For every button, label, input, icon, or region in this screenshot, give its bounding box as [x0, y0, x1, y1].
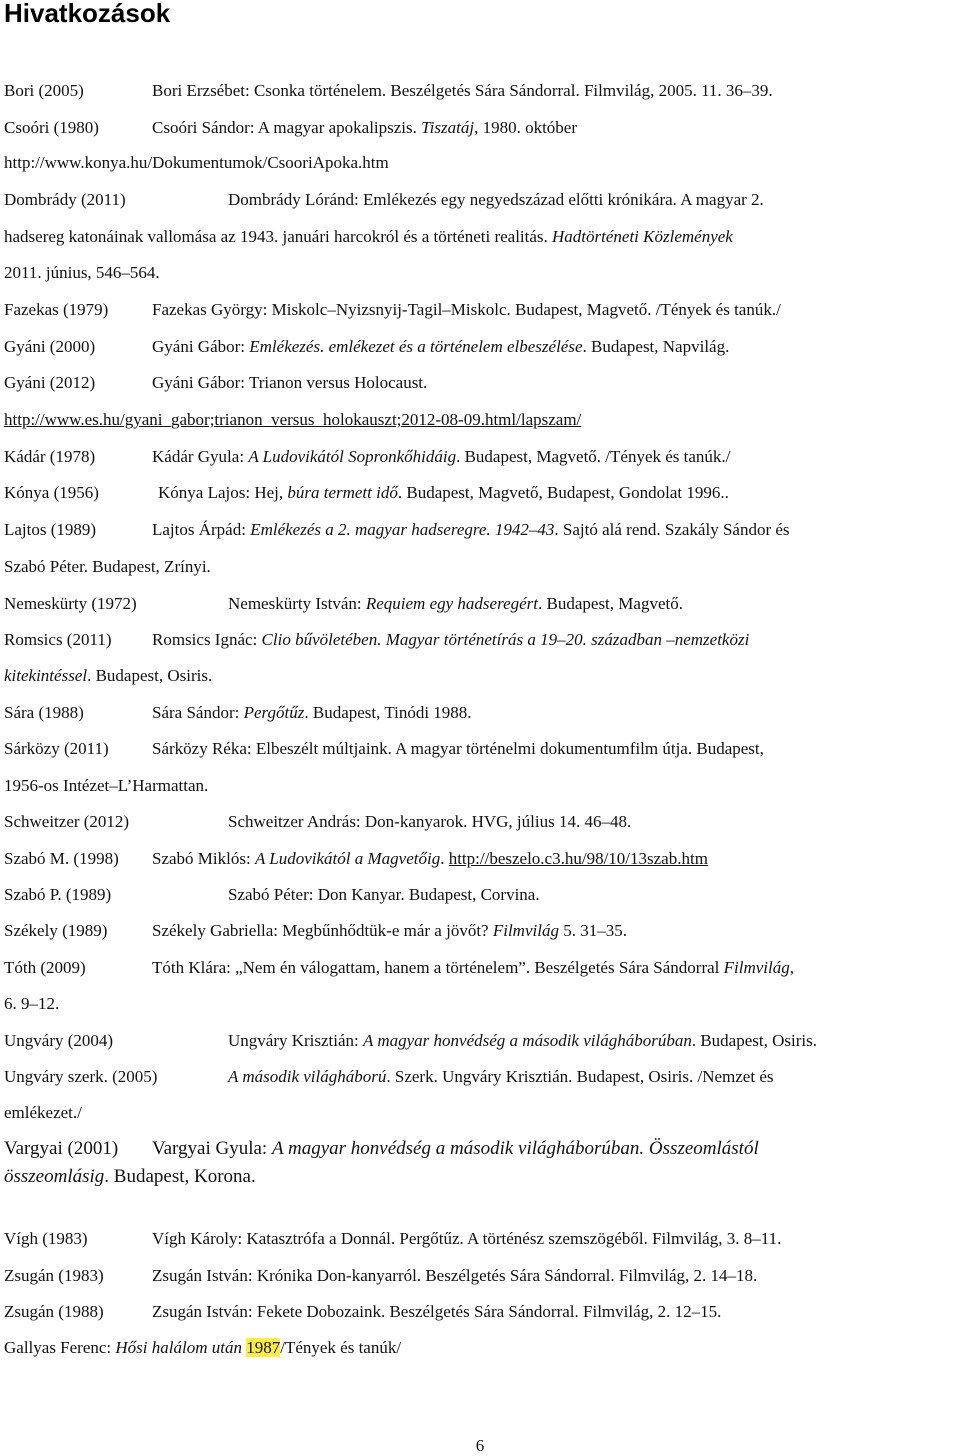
reference-lajtos-line2 — [4, 557, 211, 577]
page-number: 6 — [475, 1436, 485, 1455]
reference-key: Kónya (1956) — [4, 483, 99, 502]
reference-title: A magyar honvédség a második világháborúban. Összeomlástól — [271, 1138, 759, 1159]
reference-title: A második világháború — [228, 1067, 387, 1086]
reference-key: Székely (1989) — [4, 921, 108, 940]
reference-title: Requiem egy hadseregért — [365, 594, 539, 613]
reference-text: Fazekas György: Miskolc–Nyizsnyij-Tagil–Miskolc. Budapest, Magvető. /Tények és tanúk./ — [152, 300, 781, 319]
reference-author: Vargyai Gyula: — [152, 1138, 272, 1159]
reference-key: Bori (2005) — [4, 81, 84, 100]
reference-title: Pergőtűz — [243, 703, 305, 722]
reference-rest: . Budapest, Magvető, Budapest, Gondolat 1996.. — [397, 483, 729, 502]
reference-rest: . Szerk. Ungváry Krisztián. Budapest, Osiris. /Nemzet és — [386, 1067, 774, 1086]
reference-rest: . Budapest, Magvető. — [538, 594, 683, 613]
reference-author: Szabó Miklós: — [152, 849, 255, 868]
reference-ungvary-szerk-line2 — [4, 1103, 82, 1123]
reference-rest: , 1980. október — [474, 118, 577, 137]
reference-rest: . Sajtó alá rend. Szakály Sándor és — [554, 520, 790, 539]
reference-toth-line2 — [4, 994, 59, 1014]
reference-rest: . Budapest, Osiris. — [87, 666, 213, 685]
section-heading: Hivatkozások — [4, 0, 171, 28]
reference-rest: . Budapest, Napvilág. — [582, 337, 730, 356]
reference-ungvary-2004 — [4, 1031, 817, 1051]
reference-key: Sára (1988) — [4, 703, 84, 722]
reference-rest: 5. 31–35. — [558, 921, 627, 940]
reference-key: Tóth (2009) — [4, 958, 86, 977]
highlighted-year: 1987 — [246, 1338, 281, 1357]
reference-sarkozy-line2 — [4, 776, 208, 796]
reference-dombrady-2011 — [4, 190, 764, 210]
reference-rest: , — [789, 958, 794, 977]
reference-title: A Ludovikától Sopronkőhidáig — [248, 447, 457, 466]
reference-title: A Ludovikától a Magvetőig — [254, 849, 441, 868]
reference-text: Dombrády Lóránd: Emlékezés egy negyedszázad előtti krónikára. A magyar 2. — [228, 190, 764, 209]
reference-vigh-1983 — [4, 1229, 781, 1249]
reference-konya-1956 — [4, 483, 729, 503]
reference-text: 2011. június, 546–564. — [4, 263, 160, 282]
reference-ungvary-szerk-2005 — [4, 1067, 774, 1087]
reference-key: Vargyai (2001) — [4, 1138, 119, 1159]
reference-gyani-2012 — [4, 373, 427, 393]
reference-author: Gyáni Gábor: — [152, 337, 250, 356]
reference-title: A magyar honvédség a második világháborúban — [363, 1031, 692, 1050]
reference-csoori-1980 — [4, 118, 577, 138]
reference-schweitzer-2012 — [4, 812, 631, 832]
reference-vargyai-line2 — [4, 1167, 256, 1187]
reference-lajtos-1989 — [4, 520, 790, 540]
reference-key: Zsugán (1983) — [4, 1266, 104, 1285]
reference-author: Nemeskürty István: — [228, 594, 366, 613]
reference-key: Kádár (1978) — [4, 447, 96, 466]
reference-szekely-1989 — [4, 921, 627, 941]
reference-romsics-2011 — [4, 630, 749, 650]
reference-dombrady-line3 — [4, 263, 160, 283]
reference-journal: Tiszatáj — [421, 118, 475, 137]
reference-text: 6. 9–12. — [4, 994, 60, 1013]
reference-text: Szabó Péter. Budapest, Zrínyi. — [4, 557, 211, 576]
reference-zsugan-1983 — [4, 1266, 757, 1286]
reference-kadar-1978 — [4, 447, 730, 467]
reference-key: Vígh (1983) — [4, 1229, 88, 1248]
reference-journal: Filmvilág — [492, 921, 559, 940]
reference-sarkozy-2011 — [4, 739, 764, 759]
reference-rest: . Budapest, Tinódi 1988. — [304, 703, 472, 722]
reference-text: Bori Erzsébet: Csonka történelem. Beszélgetés Sára Sándorral. Filmvilág, 2005. 11. 36–39. — [152, 81, 773, 100]
reference-title: Clio bűvöletében. Magyar történetírás a 19–20. században –nemzetközi — [261, 630, 750, 649]
reference-rest: . Budapest, Osiris. — [691, 1031, 817, 1050]
reference-gyani-2000 — [4, 337, 729, 357]
reference-text: 1956-os Intézet–L’Harmattan. — [4, 776, 209, 795]
reference-fazekas-1979 — [4, 300, 781, 320]
reference-key: Csoóri (1980) — [4, 118, 99, 137]
reference-rest: /Tények és tanúk/ — [280, 1338, 402, 1357]
reference-title: Emlékezés a 2. magyar hadseregre. 1942–43 — [250, 520, 555, 539]
reference-author: Romsics Ignác: — [152, 630, 262, 649]
reference-key: Ungváry szerk. (2005) — [4, 1067, 158, 1086]
reference-author: Ungváry Krisztián: — [228, 1031, 364, 1050]
reference-text: emlékezet./ — [4, 1103, 82, 1122]
reference-author: Gallyas Ferenc: — [4, 1338, 116, 1357]
reference-text: Zsugán István: Krónika Don-kanyarról. Beszélgetés Sára Sándorral. Filmvilág, 2. 14–18. — [152, 1266, 758, 1285]
reference-title: Emlékezés. emlékezet és a történelem elbeszélése — [249, 337, 583, 356]
reference-author: Csoóri Sándor: A magyar apokalipszis. — [152, 118, 417, 137]
reference-author: Sára Sándor: — [152, 703, 244, 722]
reference-key: Ungváry (2004) — [4, 1031, 114, 1050]
reference-key: Zsugán (1988) — [4, 1302, 104, 1321]
reference-author: Kádár Gyula: — [152, 447, 249, 466]
reference-csoori-url-line — [4, 153, 389, 173]
reference-gyani-2012-url-line — [4, 410, 581, 430]
reference-gallyas — [4, 1338, 401, 1358]
reference-title: kitekintéssel — [4, 666, 88, 685]
reference-text: Tóth Klára: „Nem én válogattam, hanem a történelem”. Beszélgetés Sára Sándorral — [152, 958, 724, 977]
reference-text: Sárközy Réka: Elbeszélt múltjaink. A magyar történelmi dokumentumfilm útja. Budapest, — [152, 739, 764, 758]
reference-text: hadsereg katonáinak vallomása az 1943. januári harcokról és a történeti realitás. — [4, 227, 548, 246]
reference-rest: . Budapest, Magvető. /Tények és tanúk./ — [456, 447, 731, 466]
reference-text: Szabó Péter: Don Kanyar. Budapest, Corvina. — [228, 885, 540, 904]
reference-title: összeomlásig — [4, 1166, 105, 1187]
reference-vargyai-2001 — [4, 1139, 759, 1159]
reference-romsics-line2 — [4, 666, 212, 686]
reference-url-link[interactable]: http://www.es.hu/gyani_gabor;trianon_versus_holokauszt;2012-08-09.html/lapszam/ — [4, 410, 582, 429]
reference-key: Nemeskürty (1972) — [4, 594, 137, 613]
reference-key: Romsics (2011) — [4, 630, 112, 649]
reference-rest: . Budapest, Korona. — [104, 1166, 256, 1187]
reference-rest: . — [440, 849, 449, 868]
reference-zsugan-1988 — [4, 1302, 721, 1322]
reference-sara-1988 — [4, 703, 472, 723]
reference-key: Gyáni (2012) — [4, 373, 96, 392]
reference-text: Zsugán István: Fekete Dobozaink. Beszélgetés Sára Sándorral. Filmvilág, 2. 12–15. — [152, 1302, 722, 1321]
reference-key: Lajtos (1989) — [4, 520, 97, 539]
reference-text: Székely Gabriella: Megbűnhődtük-e már a jövőt? — [152, 921, 493, 940]
reference-key: Schweitzer (2012) — [4, 812, 130, 831]
reference-url-link[interactable]: http://www.konya.hu/Dokumentumok/CsooriApoka.htm — [4, 153, 389, 172]
reference-title: búra termett idő — [287, 483, 398, 502]
reference-bori-2005 — [4, 81, 773, 101]
reference-key: Szabó M. (1998) — [4, 849, 119, 868]
reference-szabo-p-1989 — [4, 885, 540, 905]
reference-text: Vígh Károly: Katasztrófa a Donnál. Pergőtűz. A történész szemszögéből. Filmvilág, 3. 8–11. — [152, 1229, 782, 1248]
reference-key: Szabó P. (1989) — [4, 885, 112, 904]
reference-key: Gyáni (2000) — [4, 337, 96, 356]
reference-author: Lajtos Árpád: — [152, 520, 251, 539]
reference-key: Fazekas (1979) — [4, 300, 109, 319]
reference-journal: Hadtörténeti Közlemények — [552, 227, 733, 246]
reference-text: Schweitzer András: Don-kanyarok. HVG, július 14. 46–48. — [228, 812, 632, 831]
reference-toth-2009 — [4, 958, 794, 978]
reference-title: Hősi halálom után — [115, 1338, 247, 1357]
reference-key: Sárközy (2011) — [4, 739, 109, 758]
reference-nemeskurty-1972 — [4, 594, 683, 614]
reference-text: Gyáni Gábor: Trianon versus Holocaust. — [152, 373, 428, 392]
reference-key: Dombrády (2011) — [4, 190, 126, 209]
reference-url-link[interactable]: http://beszelo.c3.hu/98/10/13szab.htm — [448, 849, 708, 868]
reference-szabo-m-1998 — [4, 849, 708, 869]
reference-author: Kónya Lajos: Hej, — [158, 483, 288, 502]
reference-dombrady-line2 — [4, 227, 733, 247]
reference-journal: Filmvilág — [723, 958, 790, 977]
